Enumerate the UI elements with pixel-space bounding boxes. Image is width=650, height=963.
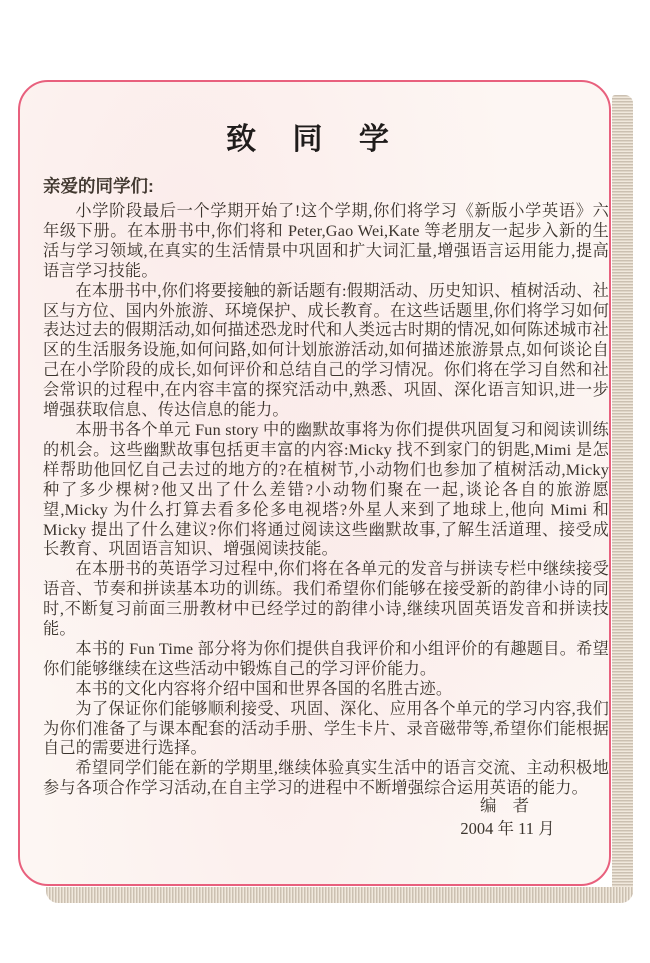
paragraph: 小学阶段最后一个学期开始了!这个学期,你们将学习《新版小学英语》六年级下册。在本册书中,你们将和 Peter,Gao Wei,Kate 等老朋友一起步入新的生活与学习领域,在真实的生活情景中巩固和扩大词汇量,增强语言运用能力,提高语言学习技能。 — [43, 202, 609, 280]
signature-block — [405, 794, 610, 840]
paragraph: 本书的文化内容将介绍中国和世界各国的名胜古迹。 — [75, 679, 453, 698]
page-title: 致 同 学 — [226, 123, 403, 156]
preface-body — [43, 202, 609, 799]
paragraph: 本书的 Fun Time 部分将为你们提供自我评价和小组评价的有趣题目。希望你们能够继续在这些活动中锻炼自己的学习评价能力。 — [43, 639, 609, 678]
page-edge-texture-right — [612, 95, 633, 900]
page-edge-texture-bottom — [46, 887, 633, 903]
signature-author: 编 者 — [479, 796, 536, 815]
signature-date: 2004 年 11 月 — [460, 819, 555, 838]
preface-frame — [18, 80, 611, 886]
paragraph: 在本册书中,你们将要接触的新话题有:假期活动、历史知识、植树活动、社区与方位、国内外旅游、环境保护、成长教育。在这些话题里,你们将学习如何表达过去的假期活动,如何描述恐龙时代和人类远古时期的情况,如何陈述城市社区的生活服务设施,如何问路,如何计划旅游活动,如何描述旅游景点,如何谈论自己在小学阶段的成长,如何评价和总结自己的学习情况。你们将在学习自然和社会常识的过程中,在内容丰富的探究活动中,熟悉、巩固、深化语言知识,进一步增强获取信息、传达信息的能力。 — [43, 281, 609, 420]
salutation: 亲爱的同学们: — [43, 176, 154, 196]
paragraph: 本册书各个单元 Fun story 中的幽默故事将为你们提供巩固复习和阅读训练的机会。这些幽默故事包括更丰富的内容:Micky 找不到家门的钥匙,Mimi 是怎样帮助他回忆自己去过的地方的?在植树节,小动物们也参加了植树活动,Micky 种了多少棵树?他又出了什么差错?小动物们聚在一起,谈论各自的旅游愿望,Micky 为什么打算去看多伦多电视塔?外星人来到了地球上,他向 Mimi 和 Micky 提出了什么建议?你们将通过阅读这些幽默故事,了解生活道理、接受成长教育、巩固语言知识、增强阅读技能。 — [43, 420, 609, 559]
paragraph: 为了保证你们能够顺利接受、巩固、深化、应用各个单元的学习内容,我们为你们准备了与课本配套的活动手册、学生卡片、录音磁带等,希望你们能根据自己的需要进行选择。 — [43, 699, 609, 758]
paragraph: 希望同学们能在新的学期里,继续体验真实生活中的语言交流、主动积极地参与各项合作学习活动,在自主学习的进程中不断增强综合运用英语的能力。 — [43, 759, 609, 798]
paragraph: 在本册书的英语学习过程中,你们将在各单元的发音与拼读专栏中继续接受语音、节奏和拼读基本功的训练。我们希望你们能够在接受新的韵律小诗的同时,不断复习前面三册教材中已经学过的韵律小诗,继续巩固英语发音和拼读技能。 — [43, 560, 609, 639]
